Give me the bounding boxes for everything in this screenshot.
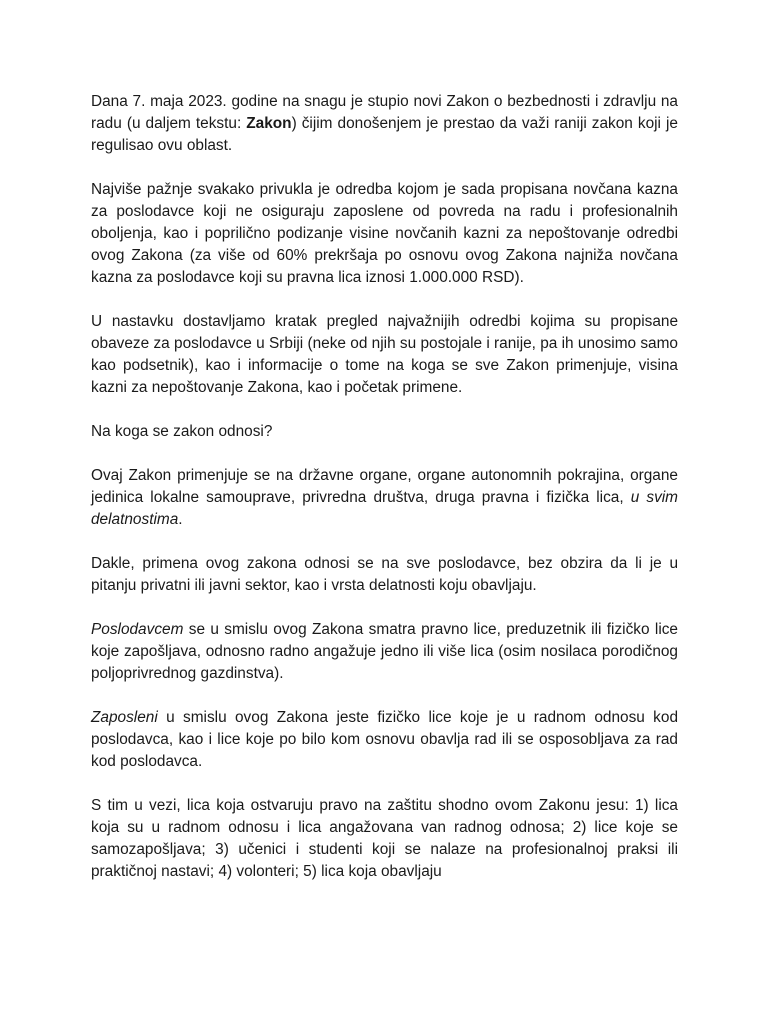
paragraph-employee-definition: Zaposleni u smislu ovog Zakona jeste fizičko lice koje je u radnom odnosu kod poslodavca, kao i lice koje po bilo kom osnovu obavlja rad ili se osposobljava za rad kod poslodavca. (91, 709, 678, 770)
paragraph-employers-all: Dakle, primena ovog zakona odnosi se na sve poslodavce, bez obzira da li je u pitanju privatni ili javni sektor, kao i vrsta delatnosti koju obavljaju. (91, 555, 678, 594)
paragraph-fines: Najviše pažnje svakako privukla je odredba kojom je sada propisana novčana kazna za poslodavce koji ne osiguraju zaposlene od povreda na radu i profesionalnih oboljenja, kao i poprilično podizanje visine novčanih kazni za nepoštovanje odredbi ovog Zakona (za više od 60% prekršaja po osnovu ovog Zakona najniža novčana kazna za poslodavce koji su pravna lica iznosi 1.000.000 RSD). (91, 181, 678, 286)
emphasis-all-activities: u svim delatnostima (91, 489, 678, 528)
document-body (91, 91, 678, 905)
paragraph-scope: Ovaj Zakon primenjuje se na državne organe, organe autonomnih pokrajina, organe jedinica lokalne samouprave, privredna društva, druga pravna i fizička lica, u svim delatnostima. (91, 467, 678, 528)
section-heading-scope: Na koga se zakon odnosi? (91, 423, 273, 440)
paragraph-intro: Dana 7. maja 2023. godine na snagu je stupio novi Zakon o bezbednosti i zdravlju na radu (u daljem tekstu: Zakon) čijim donošenjem je prestao da važi raniji zakon koji je regulisao ovu oblast. (91, 93, 678, 154)
paragraph-employer-definition: Poslodavcem se u smislu ovog Zakona smatra pravno lice, preduzetnik ili fizičko lice koje zapošljava, odnosno radno angažuje jedno ili više lica (osim nosilaca porodičnog poljoprivrednog gazdinstva). (91, 621, 678, 682)
paragraph-overview: U nastavku dostavljamo kratak pregled najvažnijih odredbi kojima su propisane obaveze za poslodavce u Srbiji (neke od njih su postojale i ranije, pa ih unosimo samo kao podsetnik), kao i informacije o tome na koga se sve Zakon primenjuje, visina kazni za nepoštovanje Zakona, kao i početak primene. (91, 313, 678, 396)
term-zaposleni: Zaposleni (91, 709, 158, 726)
paragraph-protected-persons: S tim u vezi, lica koja ostvaruju pravo na zaštitu shodno ovom Zakonu jesu: 1) lica koja su u radnom odnosu i lica angažovana van radnog odnosa; 2) lice koje se samozapošljava; 3) učenici i studenti koji se nalaze na profesionalnoj praksi ili praktičnoj nastavi; 4) volonteri; 5) lica koja obavljaju (91, 797, 678, 880)
term-zakon: Zakon (246, 115, 292, 132)
term-poslodavcem: Poslodavcem (91, 621, 184, 638)
